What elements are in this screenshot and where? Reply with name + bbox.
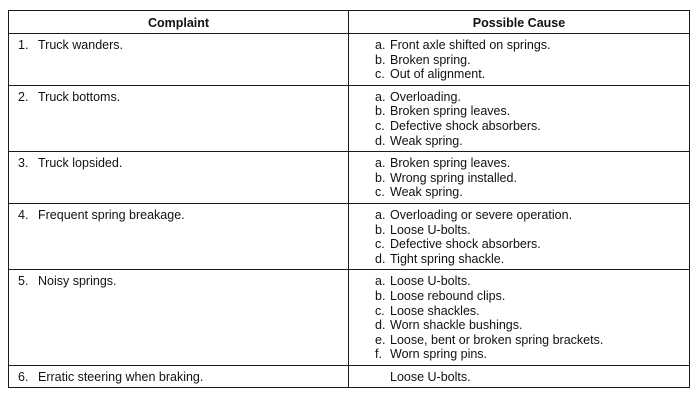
cause-text: Broken spring leaves. xyxy=(390,104,511,119)
cause-item xyxy=(375,171,683,186)
cause-letter: d. xyxy=(375,133,386,148)
cause-item xyxy=(375,237,683,252)
cause-text: Wrong spring installed. xyxy=(390,170,517,185)
cause-cell xyxy=(349,203,690,269)
complaint-cell xyxy=(9,270,349,366)
cause-letter: d. xyxy=(375,251,386,266)
complaint-cell xyxy=(9,365,349,388)
cause-text: Overloading. xyxy=(390,89,461,104)
cause-text: Loose U-bolts. xyxy=(390,274,471,289)
cause-list xyxy=(375,156,683,200)
cause-item xyxy=(375,90,683,105)
table-row xyxy=(9,152,690,204)
cause-text: Loose U-bolts. xyxy=(390,369,471,384)
cause-item xyxy=(375,274,683,289)
troubleshooting-sheet xyxy=(8,10,689,388)
complaint-text: Frequent spring breakage. xyxy=(38,207,185,222)
cause-letter: c. xyxy=(375,237,385,252)
complaint-cell xyxy=(9,152,349,204)
complaint-column-header: Complaint xyxy=(9,11,349,34)
cause-letter: c. xyxy=(375,67,385,82)
cause-item xyxy=(375,134,683,149)
cause-text: Front axle shifted on springs. xyxy=(390,38,551,52)
cause-letter: a. xyxy=(375,274,386,289)
cause-text: Loose, bent or broken spring brackets. xyxy=(390,332,604,347)
cause-text: Out of alignment. xyxy=(390,67,486,82)
table-row xyxy=(9,34,690,86)
cause-letter: b. xyxy=(375,288,386,303)
complaint-cell xyxy=(9,34,349,86)
complaint-text: Truck lopsided. xyxy=(38,156,123,171)
cause-cell xyxy=(349,270,690,366)
cause-letter: a. xyxy=(375,89,386,104)
complaint-number: 1. xyxy=(18,38,29,52)
cause-letter: b. xyxy=(375,52,386,67)
cause-letter: a. xyxy=(375,156,386,171)
complaint-text: Erratic steering when braking. xyxy=(38,369,204,384)
complaint-text: Truck wanders. xyxy=(38,38,123,52)
cause-item xyxy=(375,223,683,238)
complaint-number: 2. xyxy=(18,89,29,104)
cause-column-header: Possible Cause xyxy=(349,11,690,34)
cause-cell xyxy=(349,85,690,151)
cause-list xyxy=(375,208,683,266)
cause-list xyxy=(375,38,683,82)
cause-text: Broken spring. xyxy=(390,52,471,67)
cause-letter: b. xyxy=(375,222,386,237)
cause-list xyxy=(375,90,683,148)
cause-letter: a. xyxy=(375,38,386,52)
cause-letter: e. xyxy=(375,332,386,347)
cause-item xyxy=(375,304,683,319)
troubleshooting-table xyxy=(8,10,690,388)
complaint-cell xyxy=(9,85,349,151)
complaint-number: 5. xyxy=(18,274,29,289)
cause-item xyxy=(375,318,683,333)
cause-letter: a. xyxy=(375,207,386,222)
cause-cell xyxy=(349,152,690,204)
cause-letter: b. xyxy=(375,104,386,119)
table-row xyxy=(9,85,690,151)
cause-text: Broken spring leaves. xyxy=(390,156,511,171)
cause-text: Overloading or severe operation. xyxy=(390,207,573,222)
complaint-number: 6. xyxy=(18,369,29,384)
cause-text: Weak spring. xyxy=(390,133,463,148)
complaint-cell xyxy=(9,203,349,269)
complaint-number: 3. xyxy=(18,156,29,171)
table-row xyxy=(9,270,690,366)
complaint-text: Noisy springs. xyxy=(38,274,117,289)
cause-item xyxy=(375,252,683,267)
cause-text: Loose rebound clips. xyxy=(390,288,506,303)
cause-text: Loose U-bolts. xyxy=(390,222,471,237)
cause-letter: c. xyxy=(375,303,385,318)
cause-text: Loose shackles. xyxy=(390,303,480,318)
cause-letter: f. xyxy=(375,347,382,362)
cause-text: Weak spring. xyxy=(390,185,463,200)
cause-cell xyxy=(349,34,690,86)
cause-list xyxy=(375,274,683,362)
cause-item xyxy=(375,289,683,304)
cause-text: Defective shock absorbers. xyxy=(390,118,541,133)
table-row xyxy=(9,203,690,269)
cause-item xyxy=(375,208,683,223)
header-row xyxy=(9,11,690,34)
complaint-text: Truck bottoms. xyxy=(38,89,121,104)
cause-cell xyxy=(349,365,690,388)
cause-item xyxy=(375,104,683,119)
cause-item xyxy=(375,53,683,68)
cause-text: Tight spring shackle. xyxy=(390,251,505,266)
cause-item xyxy=(375,156,683,171)
table-row xyxy=(9,365,690,388)
cause-text: Worn spring pins. xyxy=(390,347,488,362)
cause-letter: d. xyxy=(375,318,386,333)
cause-text: Worn shackle bushings. xyxy=(390,318,523,333)
cause-letter: c. xyxy=(375,118,385,133)
cause-item xyxy=(375,347,683,362)
cause-letter: c. xyxy=(375,185,385,200)
cause-item xyxy=(375,185,683,200)
cause-item xyxy=(375,67,683,82)
cause-letter: b. xyxy=(375,170,386,185)
cause-item xyxy=(375,119,683,134)
cause-item xyxy=(375,38,683,53)
cause-item xyxy=(375,333,683,348)
complaint-number: 4. xyxy=(18,207,29,222)
cause-text: Defective shock absorbers. xyxy=(390,237,541,252)
